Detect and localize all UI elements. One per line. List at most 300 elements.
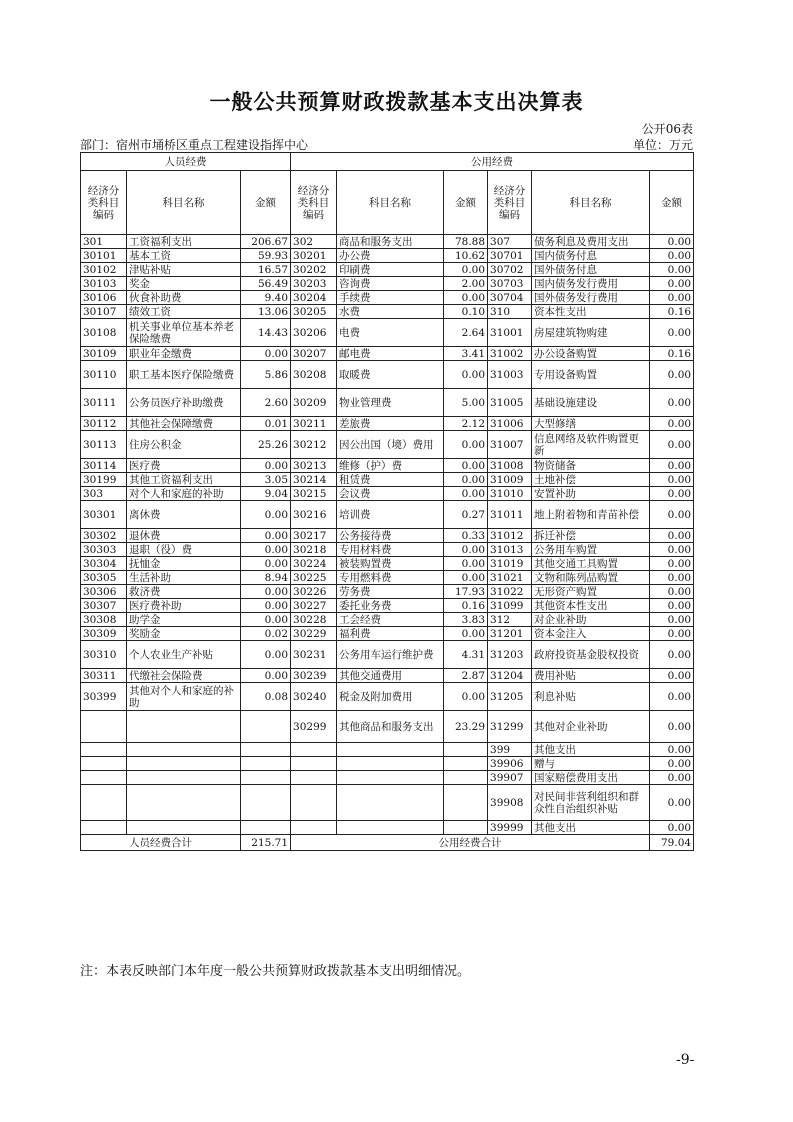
cell-name: 伙食补助费 — [127, 291, 241, 305]
cell-name: 印刷费 — [337, 263, 444, 277]
table-row — [81, 263, 694, 277]
cell-code — [81, 743, 127, 757]
cell-amount: 0.00 — [241, 641, 291, 669]
cell-amount: 0.00 — [650, 431, 694, 459]
expenditure-table — [80, 152, 694, 851]
cell-amount: 0.00 — [444, 473, 488, 487]
cell-name: 基础设施建设 — [532, 389, 650, 417]
table-row — [81, 571, 694, 585]
cell-code: 302 — [291, 235, 337, 249]
cell-amount: 0.27 — [444, 501, 488, 529]
table-row — [81, 501, 694, 529]
cell-amount: 2.64 — [444, 319, 488, 347]
cell-amount: 0.00 — [444, 627, 488, 641]
cell-amount — [241, 771, 291, 785]
cell-amount: 0.00 — [241, 585, 291, 599]
cell-code: 30311 — [81, 669, 127, 683]
cell-amount: 0.10 — [444, 305, 488, 319]
cell-amount: 2.87 — [444, 669, 488, 683]
cell-code — [81, 785, 127, 821]
cell-amount: 0.00 — [650, 641, 694, 669]
code-header: 经济分类科目编码 — [81, 171, 127, 235]
cell-name: 赠与 — [532, 757, 650, 771]
cell-amount: 0.00 — [241, 613, 291, 627]
cell-name: 生活补助 — [127, 571, 241, 585]
cell-name: 水费 — [337, 305, 444, 319]
cell-name: 医疗费补助 — [127, 599, 241, 613]
cell-name: 基本工资 — [127, 249, 241, 263]
cell-amount: 0.00 — [650, 277, 694, 291]
cell-name — [127, 771, 241, 785]
cell-code: 30229 — [291, 627, 337, 641]
cell-code: 30112 — [81, 417, 127, 431]
table-row — [81, 235, 694, 249]
cell-code — [291, 821, 337, 835]
unit-label: 单位：万元 — [632, 138, 693, 152]
cell-amount: 0.00 — [650, 571, 694, 585]
table-row — [81, 683, 694, 711]
cell-name — [337, 785, 444, 821]
cell-amount: 0.00 — [650, 501, 694, 529]
cell-name: 办公费 — [337, 249, 444, 263]
cell-amount: 0.00 — [650, 683, 694, 711]
cell-name: 国外债务付息 — [532, 263, 650, 277]
cell-code: 31008 — [488, 459, 532, 473]
table-row — [81, 417, 694, 431]
cell-amount: 0.00 — [444, 361, 488, 389]
cell-amount: 56.49 — [241, 277, 291, 291]
cell-amount: 0.00 — [650, 627, 694, 641]
cell-code: 30101 — [81, 249, 127, 263]
cell-code: 30224 — [291, 557, 337, 571]
cell-name: 个人农业生产补贴 — [127, 641, 241, 669]
table-row — [81, 529, 694, 543]
cell-code: 31003 — [488, 361, 532, 389]
cell-amount: 5.00 — [444, 389, 488, 417]
cell-code: 30214 — [291, 473, 337, 487]
cell-name — [127, 757, 241, 771]
cell-name — [127, 743, 241, 757]
cell-name: 职工基本医疗保险缴费 — [127, 361, 241, 389]
cell-code: 30199 — [81, 473, 127, 487]
cell-amount: 0.00 — [444, 557, 488, 571]
cell-name: 对民间非营利组织和群众性自治组织补贴 — [532, 785, 650, 821]
cell-amount: 0.00 — [241, 557, 291, 571]
cell-code: 30209 — [291, 389, 337, 417]
cell-amount: 0.00 — [650, 613, 694, 627]
cell-amount: 10.62 — [444, 249, 488, 263]
cell-code: 30201 — [291, 249, 337, 263]
cell-amount: 0.00 — [650, 585, 694, 599]
cell-amount: 9.04 — [241, 487, 291, 501]
cell-name: 代缴社会保险费 — [127, 669, 241, 683]
cell-name: 无形资产购置 — [532, 585, 650, 599]
cell-amount — [241, 821, 291, 835]
department-label: 部门：宿州市埇桥区重点工程建设指挥中心 — [80, 138, 309, 152]
cell-name: 公务用车运行维护费 — [337, 641, 444, 669]
cell-name: 委托业务费 — [337, 599, 444, 613]
cell-name: 离休费 — [127, 501, 241, 529]
cell-amount: 0.00 — [650, 557, 694, 571]
cell-name: 商品和服务支出 — [337, 235, 444, 249]
cell-amount: 0.16 — [444, 599, 488, 613]
cell-name: 奖励金 — [127, 627, 241, 641]
cell-code: 30231 — [291, 641, 337, 669]
cell-name: 机关事业单位基本养老保险缴费 — [127, 319, 241, 347]
cell-name: 取暖费 — [337, 361, 444, 389]
cell-name: 培训费 — [337, 501, 444, 529]
cell-name: 劳务费 — [337, 585, 444, 599]
cell-code: 31099 — [488, 599, 532, 613]
cell-code: 30102 — [81, 263, 127, 277]
cell-name: 土地补偿 — [532, 473, 650, 487]
cell-code: 31299 — [488, 711, 532, 743]
table-row — [81, 319, 694, 347]
cell-amount — [444, 757, 488, 771]
cell-amount: 0.00 — [650, 487, 694, 501]
cell-amount: 0.01 — [241, 417, 291, 431]
cell-code — [81, 771, 127, 785]
cell-code: 39907 — [488, 771, 532, 785]
cell-code — [81, 711, 127, 743]
cell-amount: 16.57 — [241, 263, 291, 277]
cell-amount: 0.00 — [241, 347, 291, 361]
cell-name: 安置补助 — [532, 487, 650, 501]
cell-amount: 0.02 — [241, 627, 291, 641]
cell-amount: 0.00 — [444, 487, 488, 501]
cell-name: 房屋建筑物购建 — [532, 319, 650, 347]
cell-amount: 0.00 — [650, 543, 694, 557]
cell-amount: 0.00 — [650, 459, 694, 473]
cell-code: 30113 — [81, 431, 127, 459]
cell-code: 30310 — [81, 641, 127, 669]
cell-name: 维修（护）费 — [337, 459, 444, 473]
cell-name: 邮电费 — [337, 347, 444, 361]
cell-amount: 0.16 — [650, 347, 694, 361]
cell-amount: 0.00 — [444, 543, 488, 557]
cell-code: 30216 — [291, 501, 337, 529]
cell-name: 被装购置费 — [337, 557, 444, 571]
cell-name — [127, 785, 241, 821]
cell-code — [291, 743, 337, 757]
cell-name: 救济费 — [127, 585, 241, 599]
cell-code: 30399 — [81, 683, 127, 711]
cell-name: 资本金注入 — [532, 627, 650, 641]
amount-header: 金额 — [650, 171, 694, 235]
cell-name: 对企业补助 — [532, 613, 650, 627]
cell-code: 303 — [81, 487, 127, 501]
cell-code: 30225 — [291, 571, 337, 585]
cell-code: 31021 — [488, 571, 532, 585]
cell-amount: 0.00 — [241, 599, 291, 613]
cell-amount: 0.00 — [444, 683, 488, 711]
table-row — [81, 291, 694, 305]
table-row — [81, 669, 694, 683]
cell-name: 信息网络及软件购置更新 — [532, 431, 650, 459]
cell-code: 31009 — [488, 473, 532, 487]
personnel-total-label: 人员经费合计 — [81, 835, 241, 851]
cell-name: 国内债务发行费用 — [532, 277, 650, 291]
table-row — [81, 613, 694, 627]
cell-amount: 59.93 — [241, 249, 291, 263]
cell-name — [337, 757, 444, 771]
cell-code: 30106 — [81, 291, 127, 305]
cell-amount — [241, 785, 291, 821]
cell-amount: 9.40 — [241, 291, 291, 305]
cell-name: 抚恤金 — [127, 557, 241, 571]
cell-name: 国外债务发行费用 — [532, 291, 650, 305]
cell-code: 31019 — [488, 557, 532, 571]
cell-amount: 0.00 — [241, 529, 291, 543]
cell-code: 30240 — [291, 683, 337, 711]
cell-amount: 0.00 — [650, 711, 694, 743]
cell-code: 31201 — [488, 627, 532, 641]
table-row — [81, 743, 694, 757]
personnel-group-header: 人员经费 — [81, 153, 291, 171]
cell-code: 301 — [81, 235, 127, 249]
cell-amount — [444, 821, 488, 835]
table-row — [81, 431, 694, 459]
cell-code: 30302 — [81, 529, 127, 543]
table-row — [81, 249, 694, 263]
cell-code: 30202 — [291, 263, 337, 277]
cell-code: 31203 — [488, 641, 532, 669]
cell-code: 31006 — [488, 417, 532, 431]
cell-name: 职业年金缴费 — [127, 347, 241, 361]
cell-name: 税金及附加费用 — [337, 683, 444, 711]
name-header: 科目名称 — [127, 171, 241, 235]
cell-code: 30306 — [81, 585, 127, 599]
cell-code: 30211 — [291, 417, 337, 431]
table-row — [81, 557, 694, 571]
cell-name: 公务用车购置 — [532, 543, 650, 557]
cell-code: 30207 — [291, 347, 337, 361]
cell-amount: 78.88 — [444, 235, 488, 249]
cell-name: 物业管理费 — [337, 389, 444, 417]
table-row — [81, 785, 694, 821]
cell-code: 31012 — [488, 529, 532, 543]
cell-code: 30303 — [81, 543, 127, 557]
cell-code: 31001 — [488, 319, 532, 347]
cell-name: 办公设备购置 — [532, 347, 650, 361]
cell-amount: 2.12 — [444, 417, 488, 431]
personnel-total-value: 215.71 — [241, 835, 291, 851]
cell-name: 专用材料费 — [337, 543, 444, 557]
cell-code: 30218 — [291, 543, 337, 557]
cell-code: 30109 — [81, 347, 127, 361]
cell-amount: 0.00 — [444, 571, 488, 585]
cell-amount: 206.67 — [241, 235, 291, 249]
table-row — [81, 459, 694, 473]
cell-code: 30301 — [81, 501, 127, 529]
cell-amount: 0.00 — [241, 669, 291, 683]
cell-amount: 3.41 — [444, 347, 488, 361]
cell-code: 39908 — [488, 785, 532, 821]
cell-amount: 17.93 — [444, 585, 488, 599]
table-row — [81, 627, 694, 641]
cell-code: 30111 — [81, 389, 127, 417]
cell-code: 39999 — [488, 821, 532, 835]
cell-name: 拆迁补偿 — [532, 529, 650, 543]
cell-code: 30305 — [81, 571, 127, 585]
cell-code: 31011 — [488, 501, 532, 529]
cell-code: 30228 — [291, 613, 337, 627]
cell-amount — [241, 743, 291, 757]
cell-name: 福利费 — [337, 627, 444, 641]
cell-code: 30239 — [291, 669, 337, 683]
cell-code: 30307 — [81, 599, 127, 613]
cell-code: 30304 — [81, 557, 127, 571]
cell-code: 30217 — [291, 529, 337, 543]
cell-code — [291, 785, 337, 821]
cell-name: 对个人和家庭的补助 — [127, 487, 241, 501]
cell-amount: 0.00 — [241, 459, 291, 473]
cell-amount: 0.00 — [650, 757, 694, 771]
cell-code: 31013 — [488, 543, 532, 557]
cell-amount: 25.26 — [241, 431, 291, 459]
cell-name — [337, 771, 444, 785]
cell-name: 其他交通费用 — [337, 669, 444, 683]
cell-amount: 13.06 — [241, 305, 291, 319]
cell-amount: 0.00 — [650, 599, 694, 613]
cell-name: 咨询费 — [337, 277, 444, 291]
cell-amount: 0.00 — [444, 263, 488, 277]
name-header: 科目名称 — [337, 171, 444, 235]
cell-name — [127, 821, 241, 835]
cell-name: 专用设备购置 — [532, 361, 650, 389]
cell-name: 租赁费 — [337, 473, 444, 487]
cell-name: 医疗费 — [127, 459, 241, 473]
cell-code — [291, 757, 337, 771]
cell-amount: 0.00 — [650, 743, 694, 757]
cell-amount: 0.00 — [650, 473, 694, 487]
cell-code: 30110 — [81, 361, 127, 389]
cell-name: 其他支出 — [532, 743, 650, 757]
cell-amount: 0.00 — [650, 249, 694, 263]
cell-code: 30704 — [488, 291, 532, 305]
cell-amount: 3.83 — [444, 613, 488, 627]
table-row — [81, 347, 694, 361]
cell-name: 其他对企业补助 — [532, 711, 650, 743]
cell-name: 工资福利支出 — [127, 235, 241, 249]
table-row — [81, 543, 694, 557]
cell-name: 大型修缮 — [532, 417, 650, 431]
amount-header: 金额 — [241, 171, 291, 235]
cell-code: 30701 — [488, 249, 532, 263]
name-header: 科目名称 — [532, 171, 650, 235]
cell-code: 310 — [488, 305, 532, 319]
cell-code: 30227 — [291, 599, 337, 613]
cell-code: 30203 — [291, 277, 337, 291]
table-row — [81, 487, 694, 501]
table-row — [81, 599, 694, 613]
cell-code: 307 — [488, 235, 532, 249]
cell-amount: 2.00 — [444, 277, 488, 291]
cell-amount: 0.00 — [650, 669, 694, 683]
cell-amount: 0.08 — [241, 683, 291, 711]
cell-name — [127, 711, 241, 743]
cell-name: 其他社会保障缴费 — [127, 417, 241, 431]
table-row — [81, 641, 694, 669]
cell-code: 31010 — [488, 487, 532, 501]
table-row — [81, 277, 694, 291]
cell-name: 奖金 — [127, 277, 241, 291]
cell-amount: 5.86 — [241, 361, 291, 389]
cell-name: 其他资本性支出 — [532, 599, 650, 613]
cell-name: 退休费 — [127, 529, 241, 543]
cell-name: 国家赔偿费用支出 — [532, 771, 650, 785]
cell-name: 公务员医疗补助缴费 — [127, 389, 241, 417]
cell-amount: 4.31 — [444, 641, 488, 669]
cell-code: 30208 — [291, 361, 337, 389]
cell-amount: 0.00 — [650, 319, 694, 347]
public-total-label: 公用经费合计 — [291, 835, 650, 851]
cell-code: 30114 — [81, 459, 127, 473]
cell-amount — [241, 711, 291, 743]
cell-amount — [241, 757, 291, 771]
cell-amount: 0.00 — [650, 417, 694, 431]
code-header: 经济分类科目编码 — [488, 171, 532, 235]
cell-code: 31022 — [488, 585, 532, 599]
cell-amount: 0.00 — [444, 459, 488, 473]
cell-amount: 0.00 — [650, 263, 694, 277]
code-header: 经济分类科目编码 — [291, 171, 337, 235]
cell-code: 30299 — [291, 711, 337, 743]
table-row — [81, 711, 694, 743]
cell-name: 资本性支出 — [532, 305, 650, 319]
cell-amount: 2.60 — [241, 389, 291, 417]
cell-name: 公务接待费 — [337, 529, 444, 543]
cell-code: 30215 — [291, 487, 337, 501]
cell-name: 差旅费 — [337, 417, 444, 431]
cell-name — [337, 821, 444, 835]
cell-name: 电费 — [337, 319, 444, 347]
cell-amount: 0.00 — [650, 785, 694, 821]
cell-amount: 0.00 — [650, 529, 694, 543]
cell-amount: 0.00 — [444, 291, 488, 305]
cell-code: 30702 — [488, 263, 532, 277]
table-row — [81, 473, 694, 487]
table-row — [81, 305, 694, 319]
cell-name: 文物和陈列品购置 — [532, 571, 650, 585]
cell-amount: 0.16 — [650, 305, 694, 319]
cell-amount: 3.05 — [241, 473, 291, 487]
cell-code: 30205 — [291, 305, 337, 319]
cell-name: 专用燃料费 — [337, 571, 444, 585]
public-group-header: 公用经费 — [291, 153, 694, 171]
cell-name: 其他交通工具购置 — [532, 557, 650, 571]
cell-amount: 0.00 — [444, 431, 488, 459]
cell-amount: 8.94 — [241, 571, 291, 585]
cell-amount: 0.00 — [650, 821, 694, 835]
cell-name: 工会经费 — [337, 613, 444, 627]
cell-code: 31204 — [488, 669, 532, 683]
footnote: 注：本表反映部门本年度一般公共预算财政拨款基本支出明细情况。 — [80, 964, 471, 979]
cell-amount: 0.33 — [444, 529, 488, 543]
cell-amount: 0.00 — [241, 543, 291, 557]
public-total-value: 79.04 — [650, 835, 694, 851]
cell-code: 30206 — [291, 319, 337, 347]
amount-header: 金额 — [444, 171, 488, 235]
cell-name: 手续费 — [337, 291, 444, 305]
table-row — [81, 585, 694, 599]
table-row — [81, 389, 694, 417]
cell-name: 物资储备 — [532, 459, 650, 473]
cell-code: 30308 — [81, 613, 127, 627]
cell-amount: 0.00 — [650, 361, 694, 389]
table-row — [81, 757, 694, 771]
cell-name: 其他对个人和家庭的补助 — [127, 683, 241, 711]
